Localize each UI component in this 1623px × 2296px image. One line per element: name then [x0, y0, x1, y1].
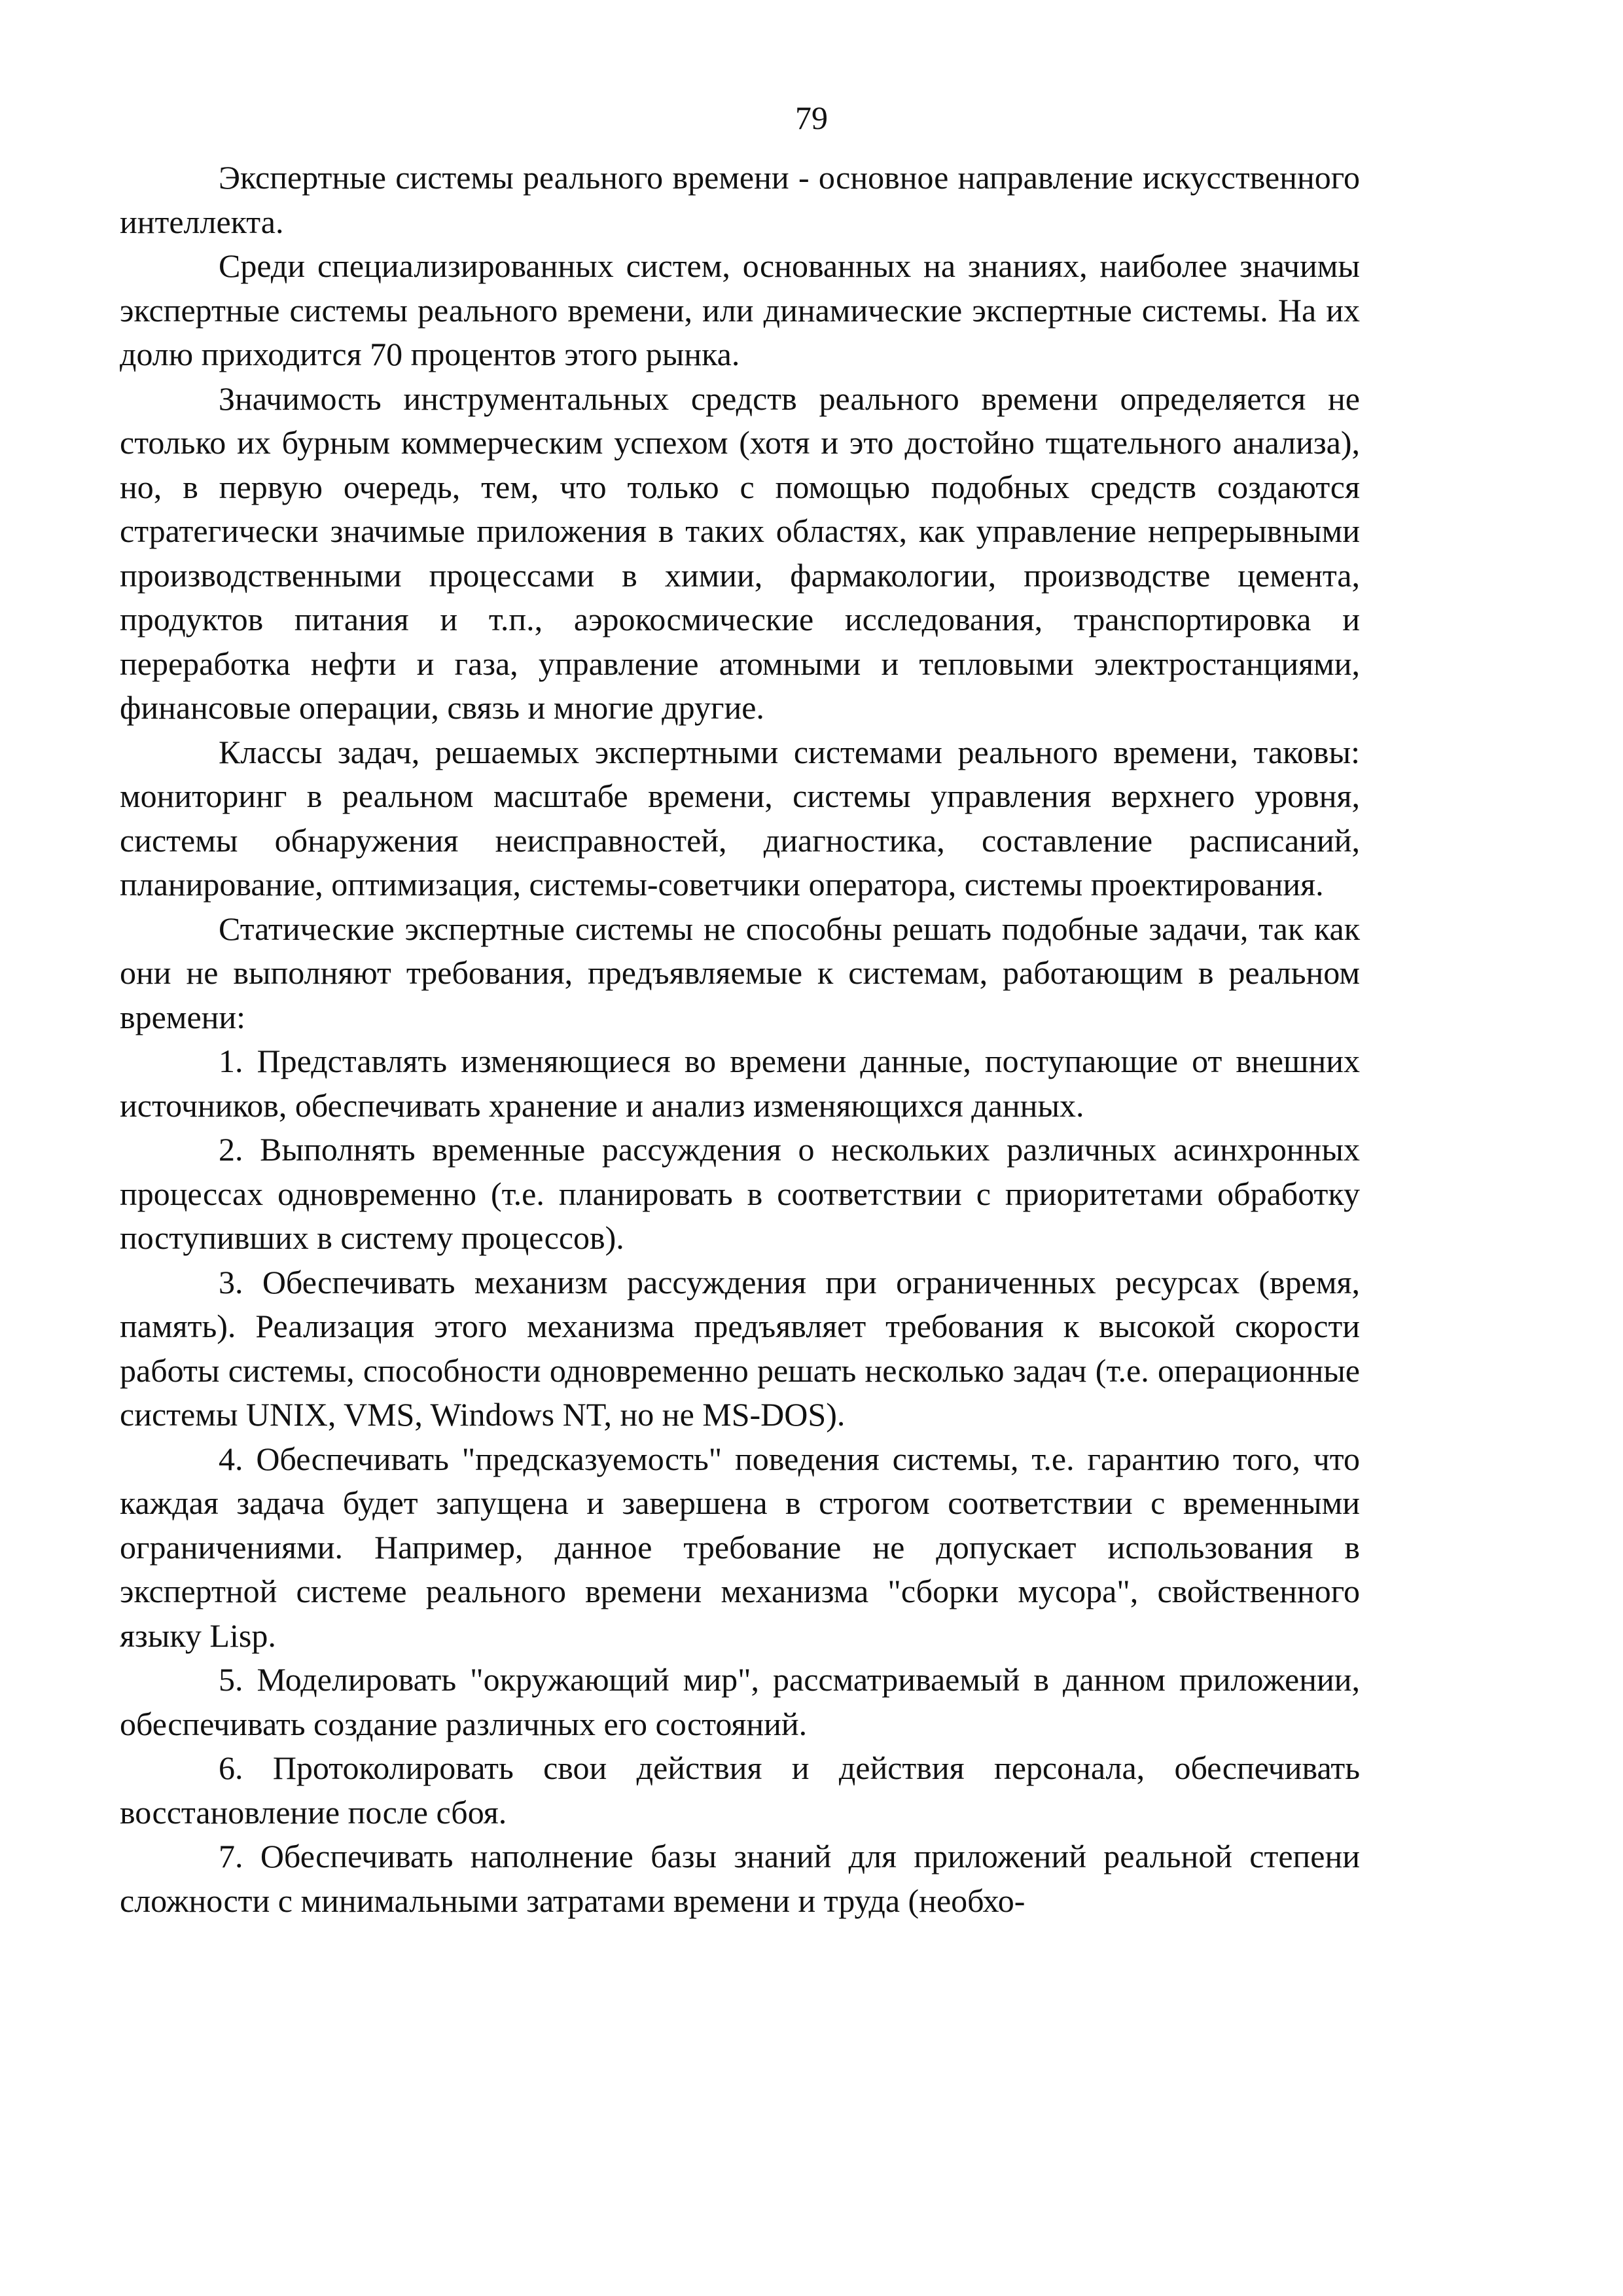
list-item-1: 1. Представлять изменяющиеся во времени данные, поступающие от внешних источников, обеспечивать хранение и анализ изменяющихся данных.	[120, 1043, 1360, 1124]
paragraph-specialized-systems: Среди специализированных систем, основанных на знаниях, наиболее значимы экспертные системы реального времени, или динамические экспертные системы. На их долю приходится 70 процентов этого рынка.	[120, 247, 1360, 372]
list-item-5: 5. Моделировать "окружающий мир", рассматриваемый в данном приложении, обеспечивать создание различных его состояний.	[120, 1661, 1360, 1742]
paragraph-intro: Экспертные системы реального времени - основное направление искусственного интеллекта.	[120, 159, 1360, 240]
list-item-2: 2. Выполнять временные рассуждения о нескольких различных асинхронных процессах одновременно (т.е. планировать в соответствии с приоритетами обработку поступивших в систему процессов).	[120, 1131, 1360, 1256]
paragraph-significance: Значимость инструментальных средств реального времени определяется не столько их бурным коммерческим успехом (хотя и это достойно тщательного анализа), но, в первую очередь, тем, что только с помощью подобных средств создаются стратегически значимые приложения в таких областях, как управление непрерывными производственными процессами в химии, фармакологии, производстве цемента, продуктов питания и т.п., аэрокосмические исследования, транспортировка и переработка нефти и газа, управление атомными и тепловыми электростанциями, финансовые операции, связь и многие другие.	[120, 380, 1360, 726]
list-item-4: 4. Обеспечивать "предсказуемость" поведения системы, т.е. гарантию того, что каждая задача будет запущена и завершена в строгом соответствии с временными ограничениями. Например, данное требование не допускает использования в экспертной системе реального времени механизма "сборки мусора", свойственного языку Lisp.	[120, 1440, 1360, 1654]
list-item-7: 7. Обеспечивать наполнение базы знаний для приложений реальной степени сложности с минимальными затратами времени и труда (необхо-	[120, 1838, 1360, 1919]
paragraph-static-systems: Статические экспертные системы не способны решать подобные задачи, так как они не выполняют требования, предъявляемые к системам, работающим в реальном времени:	[120, 910, 1360, 1035]
paragraph-task-classes: Классы задач, решаемых экспертными системами реального времени, таковы: мониторинг в реальном масштабе времени, системы управления верхнего уровня, системы обнаружения неисправностей, диагностика, составление расписаний, планирование, оптимизация, системы-советчики оператора, системы проектирования.	[120, 733, 1360, 903]
page-number: 79	[795, 99, 828, 136]
body-text	[120, 156, 1360, 1923]
list-item-6: 6. Протоколировать свои действия и действия персонала, обеспечивать восстановление после сбоя.	[120, 1749, 1360, 1831]
list-item-3: 3. Обеспечивать механизм рассуждения при ограниченных ресурсах (время, память). Реализация этого механизма предъявляет требования к высокой скорости работы системы, способности одновременно решать несколько задач (т.е. операционные системы UNIX, VMS, Windows NT, но не MS-DOS).	[120, 1263, 1360, 1433]
